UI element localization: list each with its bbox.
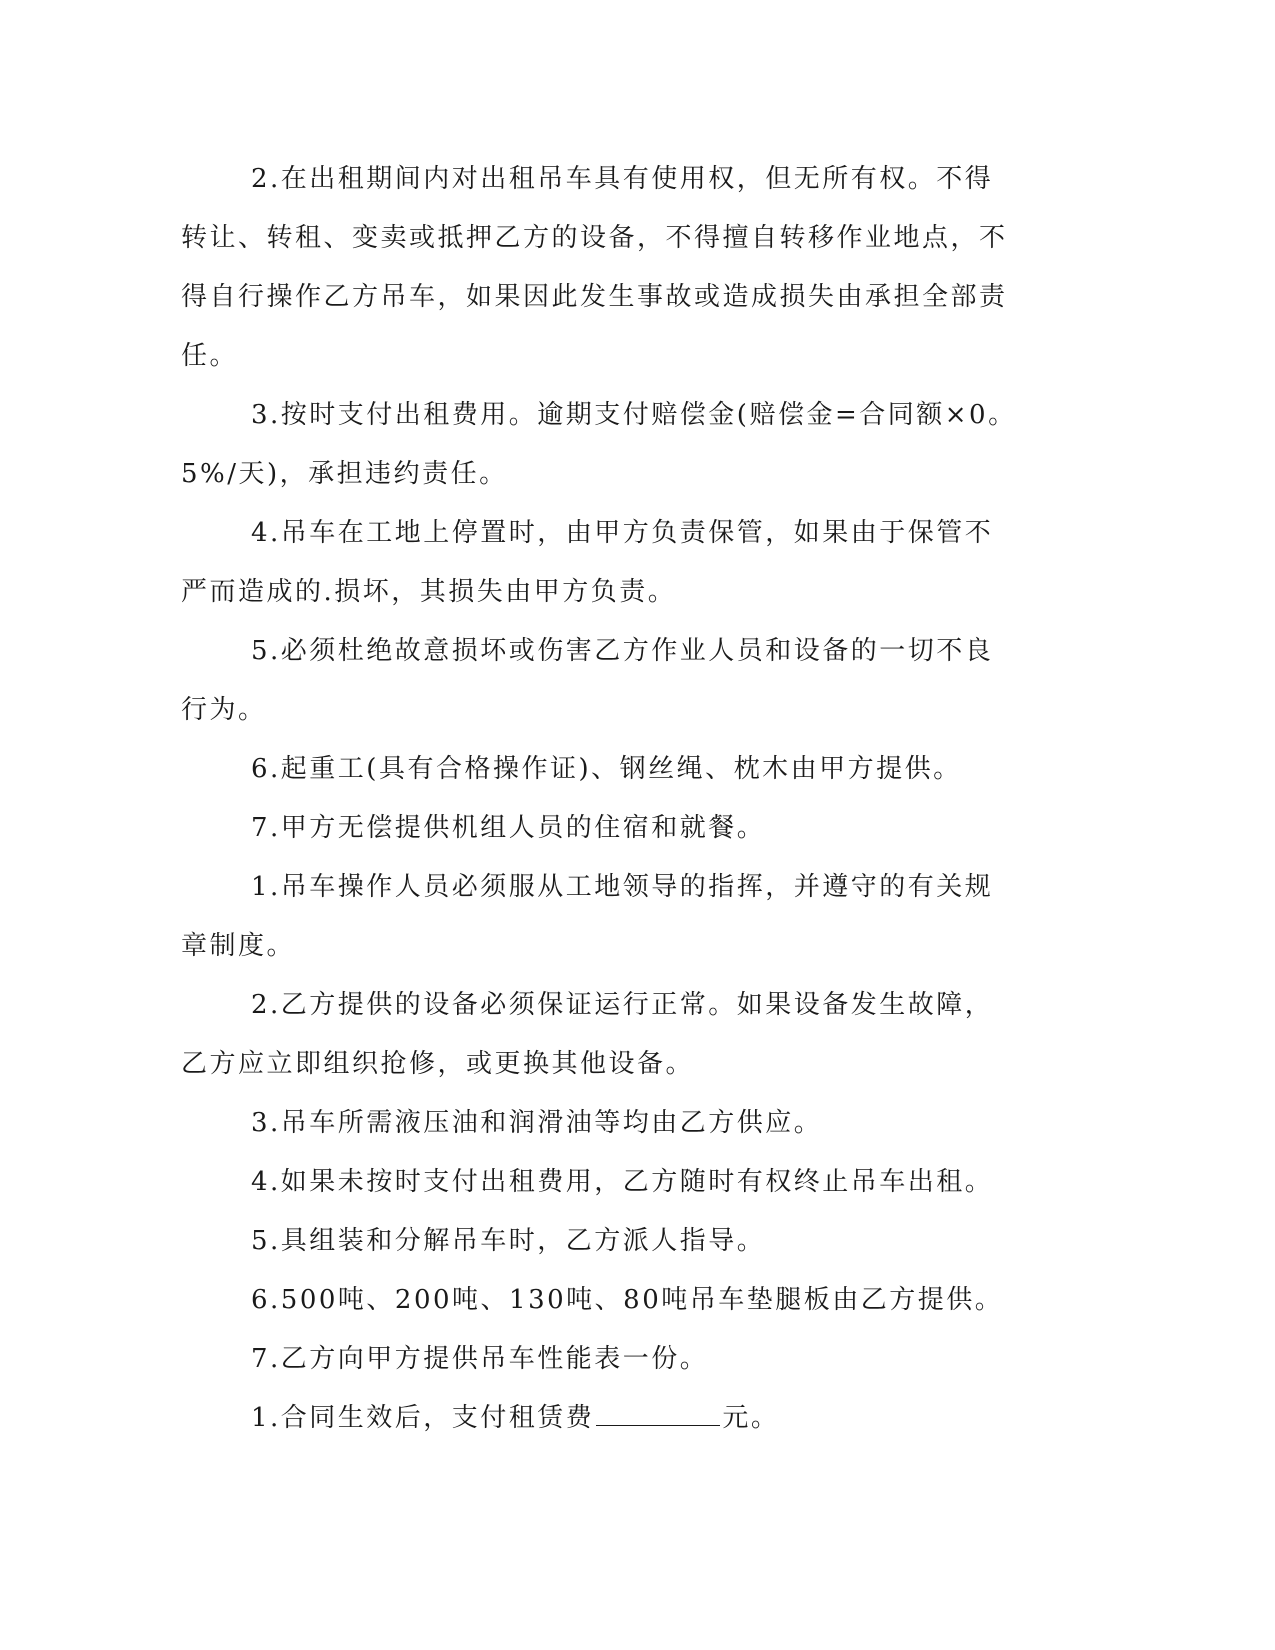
clause-paragraph: 6.起重工(具有合格操作证)、钢丝绳、枕木由甲方提供。 (251, 754, 962, 784)
clause-paragraph: 4.吊车在工地上停置时，由甲方负责保管，如果由于保管不严而造成的.损坏，其损失由甲方负责。 (181, 518, 994, 607)
payment-clause-prefix: 1.合同生效后，支付租赁费 (251, 1403, 595, 1433)
clause-paragraph: 1.吊车操作人员必须服从工地领导的指挥，并遵守的有关规章制度。 (181, 872, 994, 961)
clause-paragraph: 7.甲方无偿提供机组人员的住宿和就餐。 (251, 813, 766, 843)
clause-paragraph: 5.必须杜绝故意损坏或伤害乙方作业人员和设备的一切不良行为。 (181, 636, 994, 725)
document-body (181, 150, 1021, 1448)
clause-paragraph: 6.500吨、200吨、130吨、80吨吊车垫腿板由乙方提供。 (251, 1285, 1004, 1315)
payment-clause (181, 1389, 1021, 1448)
clause-paragraph: 5.具组装和分解吊车时，乙方派人指导。 (251, 1226, 766, 1256)
clause-paragraph: 7.乙方向甲方提供吊车性能表一份。 (251, 1344, 709, 1374)
payment-clause-suffix: 元。 (722, 1403, 780, 1433)
clause-paragraph: 3.按时支付出租费用。逾期支付赔偿金(赔偿金=合同额×0。5%/天)，承担违约责任。 (181, 400, 1017, 489)
clause-paragraph: 2.在出租期间内对出租吊车具有使用权，但无所有权。不得转让、转租、变卖或抵押乙方的设备，不得擅自转移作业地点，不得自行操作乙方吊车，如果因此发生事故或造成损失由承担全部责任。 (181, 164, 1008, 371)
clause-paragraph: 3.吊车所需液压油和润滑油等均由乙方供应。 (251, 1108, 823, 1138)
clause-paragraph: 2.乙方提供的设备必须保证运行正常。如果设备发生故障，乙方应立即组织抢修，或更换其他设备。 (181, 990, 994, 1079)
clause-paragraph: 4.如果未按时支付出租费用，乙方随时有权终止吊车出租。 (251, 1167, 994, 1197)
amount-blank-field[interactable] (596, 1401, 720, 1426)
